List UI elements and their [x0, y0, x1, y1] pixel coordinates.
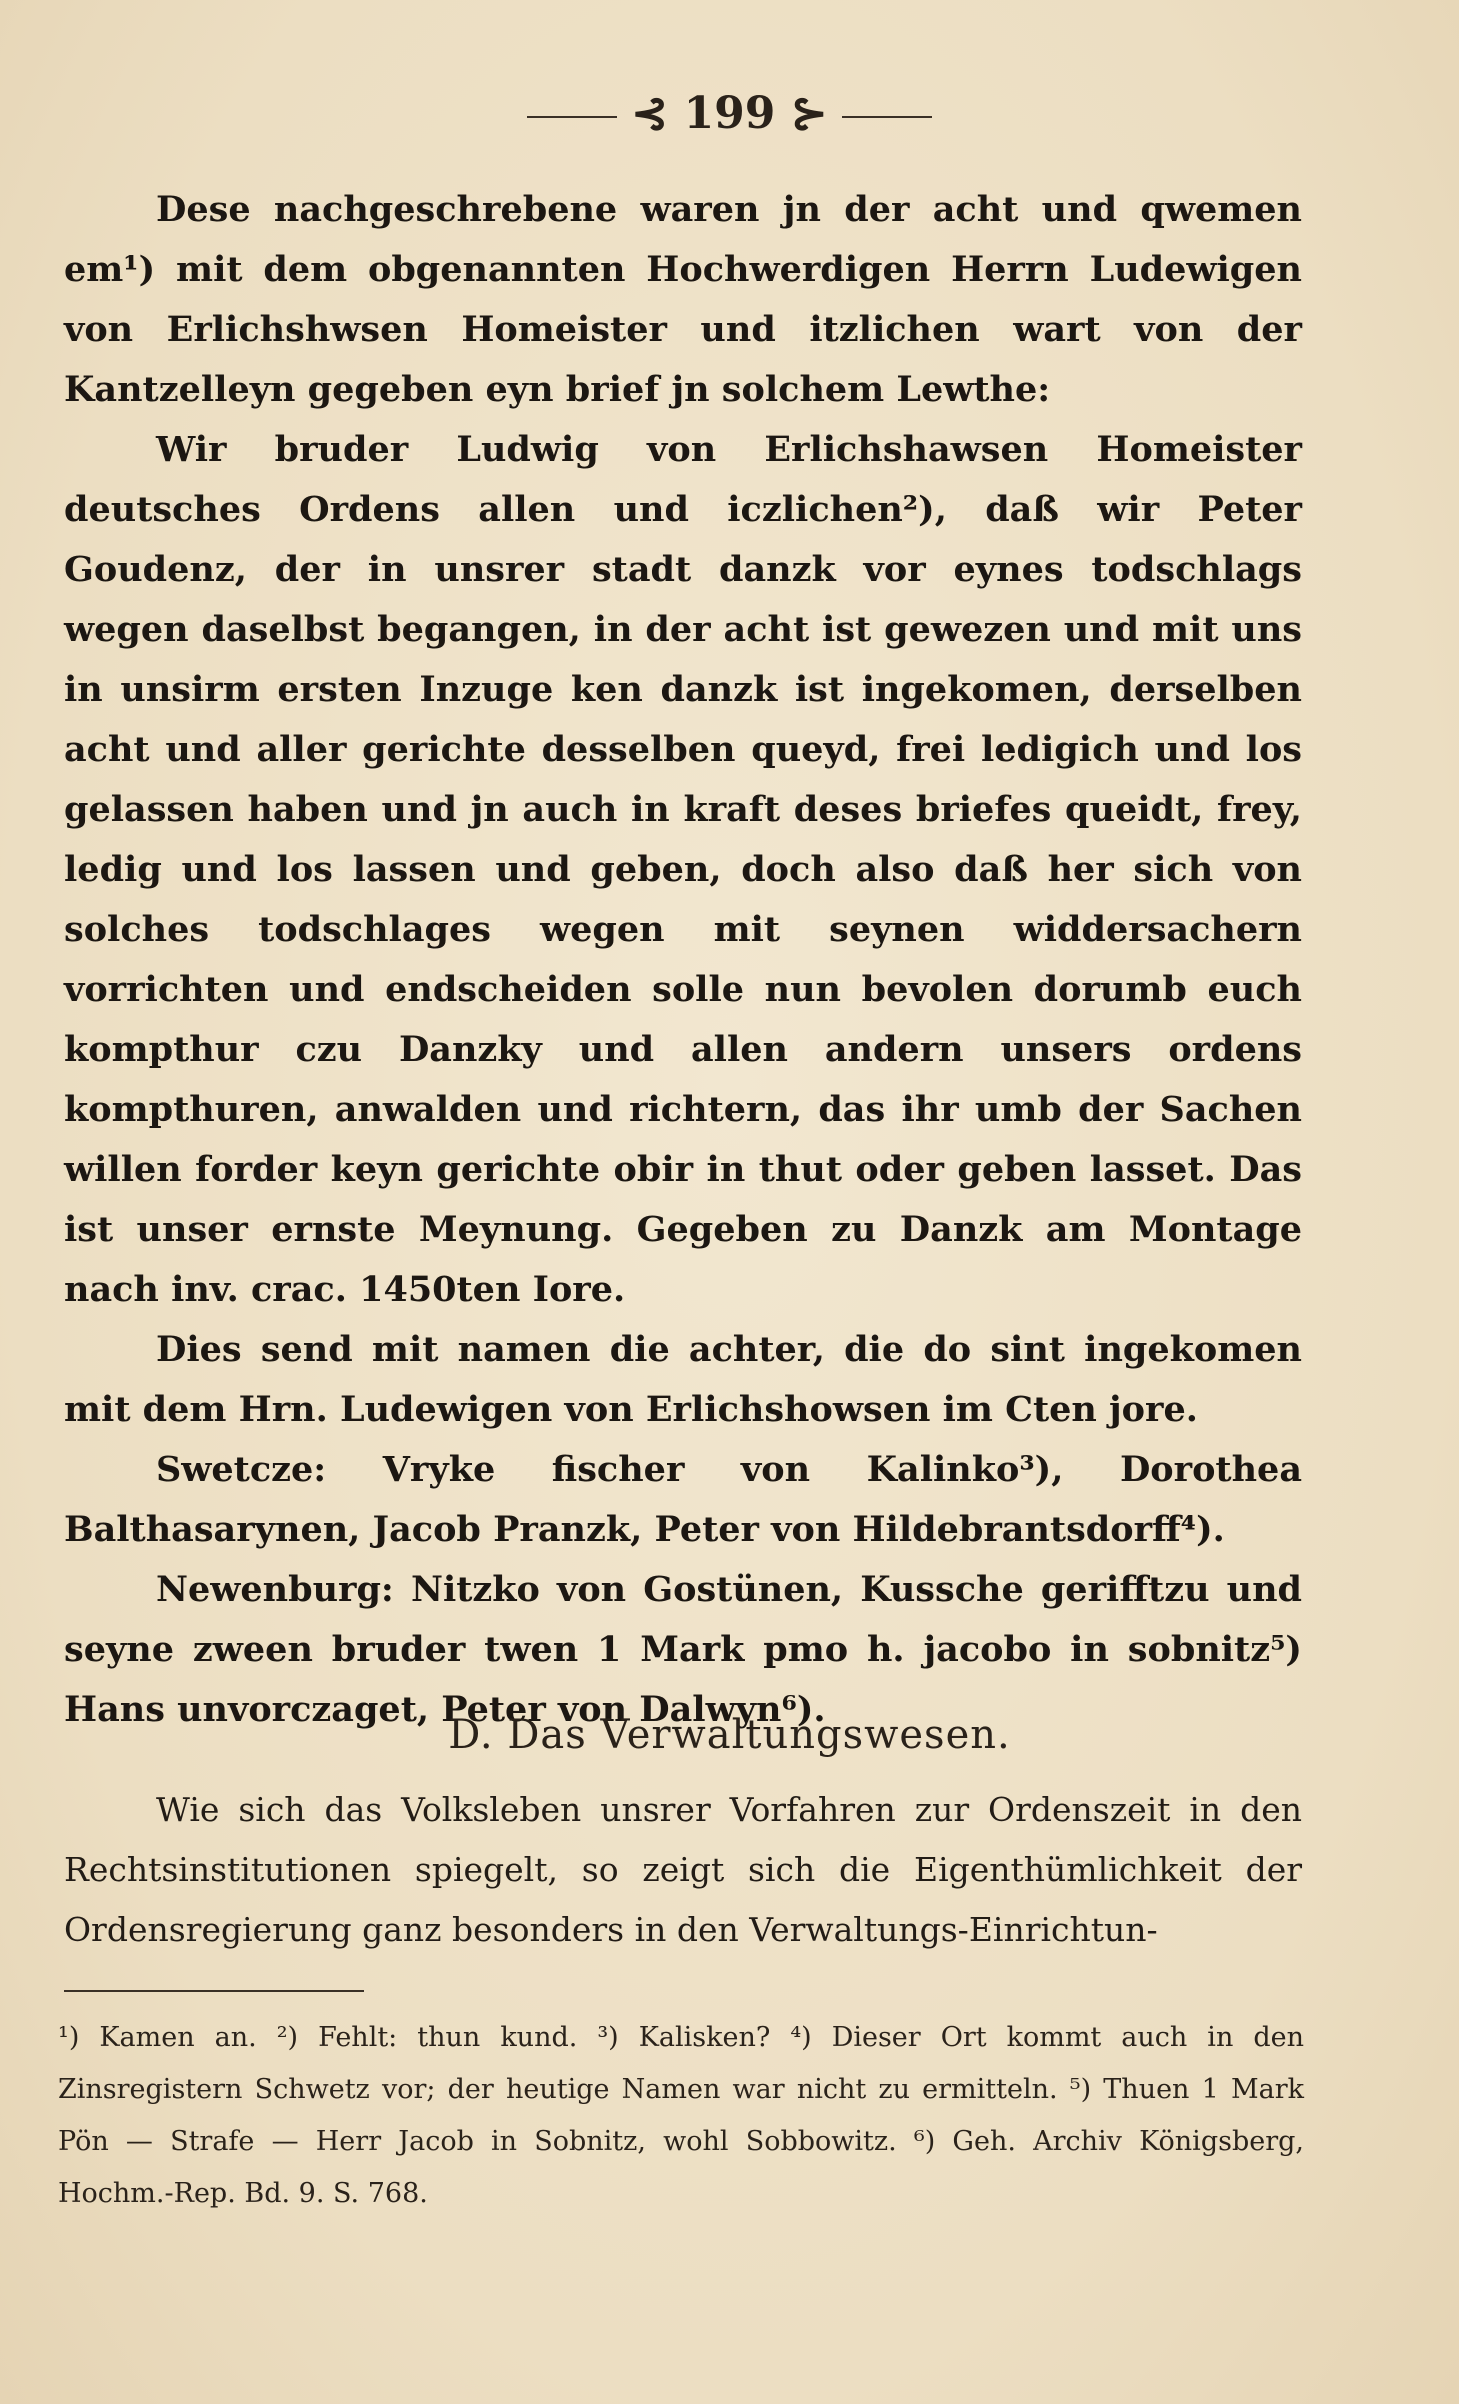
right-ornament: ⊱ — [790, 88, 828, 139]
paragraph-2: Wir bruder Ludwig von Erlichshawsen Homeister deutsches Ordens allen und iczlichen²), daß wir Peter Goudenz, der in unsrer stadt danzk vor eynes todschlags wegen daselbst begangen, in der acht ist gewezen und mit uns in unsirm ersten Inzuge ken danzk ist ingekomen, derselben acht und aller gerichte desselben queyd, frei ledigich und los gelassen haben und jn auch in kraft deses briefes queidt, frey, ledig und los lassen und geben, doch also daß her sich von solches todschlages wegen mit seynen widdersachern vorrichten und endscheiden solle nun bevolen dorumb euch kompthur czu Danzky und allen andern unsers ordens kompthuren, anwalden und richtern, das ihr umb der Sachen willen forder keyn gerichte obir in thut oder geben lasset. Das ist unser ernste Meynung. Gegeben zu Danzk am Montage nach inv. crac. 1450ten Iore. — [64, 429, 1302, 1310]
footnote-divider — [64, 1990, 364, 1992]
left-ornament-rule — [527, 116, 617, 118]
section-heading: D. Das Verwaltungswesen. — [448, 1712, 1011, 1758]
right-ornament-rule — [842, 116, 932, 118]
paragraph-3: Dies send mit namen die achter, die do sint ingekomen mit dem Hrn. Ludewigen von Erlichshowsen im Cten jore. — [64, 1329, 1302, 1430]
paragraph-4: Swetcze: Vryke fischer von Kalinko³), Dorothea Balthasarynen, Jacob Pranzk, Peter von Hildebrantsdorff⁴). — [64, 1449, 1302, 1550]
section-body-text: Wie sich das Volksleben unsrer Vorfahren zur Ordenszeit in den Rechtsinstitutionen spiegelt, so zeigt sich die Eigenthümlichkeit der Ordensregierung ganz besonders in den Verwaltungs-Einrichtun- — [64, 1790, 1302, 1949]
left-ornament: ⊰ — [631, 88, 669, 139]
page-header — [0, 88, 1459, 139]
page-number: 199 — [683, 88, 776, 139]
paragraph-1: Dese nachgeschrebene waren jn der acht und qwemen em¹) mit dem obgenannten Hochwerdigen Herrn Ludewigen von Erlichshwsen Homeister und itzlichen wart von der Kantzelleyn gegeben eyn brief jn solchem Lewthe: — [64, 189, 1302, 410]
main-text-block — [64, 180, 1302, 1740]
paragraph-5: Newenburg: Nitzko von Gostünen, Kussche gerifftzu und seyne zween bruder twen 1 Mark pmo h. jacobo in sobnitz⁵) Hans unvorczaget, Peter von Dalwyn⁶). — [64, 1569, 1302, 1730]
footnotes: ¹) Kamen an. ²) Fehlt: thun kund. ³) Kalisken? ⁴) Dieser Ort kommt auch in den Zinsregistern Schwetz vor; der heutige Namen war nicht zu ermitteln. ⁵) Thuen 1 Mark Pön — Strafe — Herr Jacob in Sobnitz, wohl Sobbowitz. ⁶) Geh. Archiv Königsberg, Hochm.-Rep. Bd. 9. S. 768. — [58, 2022, 1304, 2209]
